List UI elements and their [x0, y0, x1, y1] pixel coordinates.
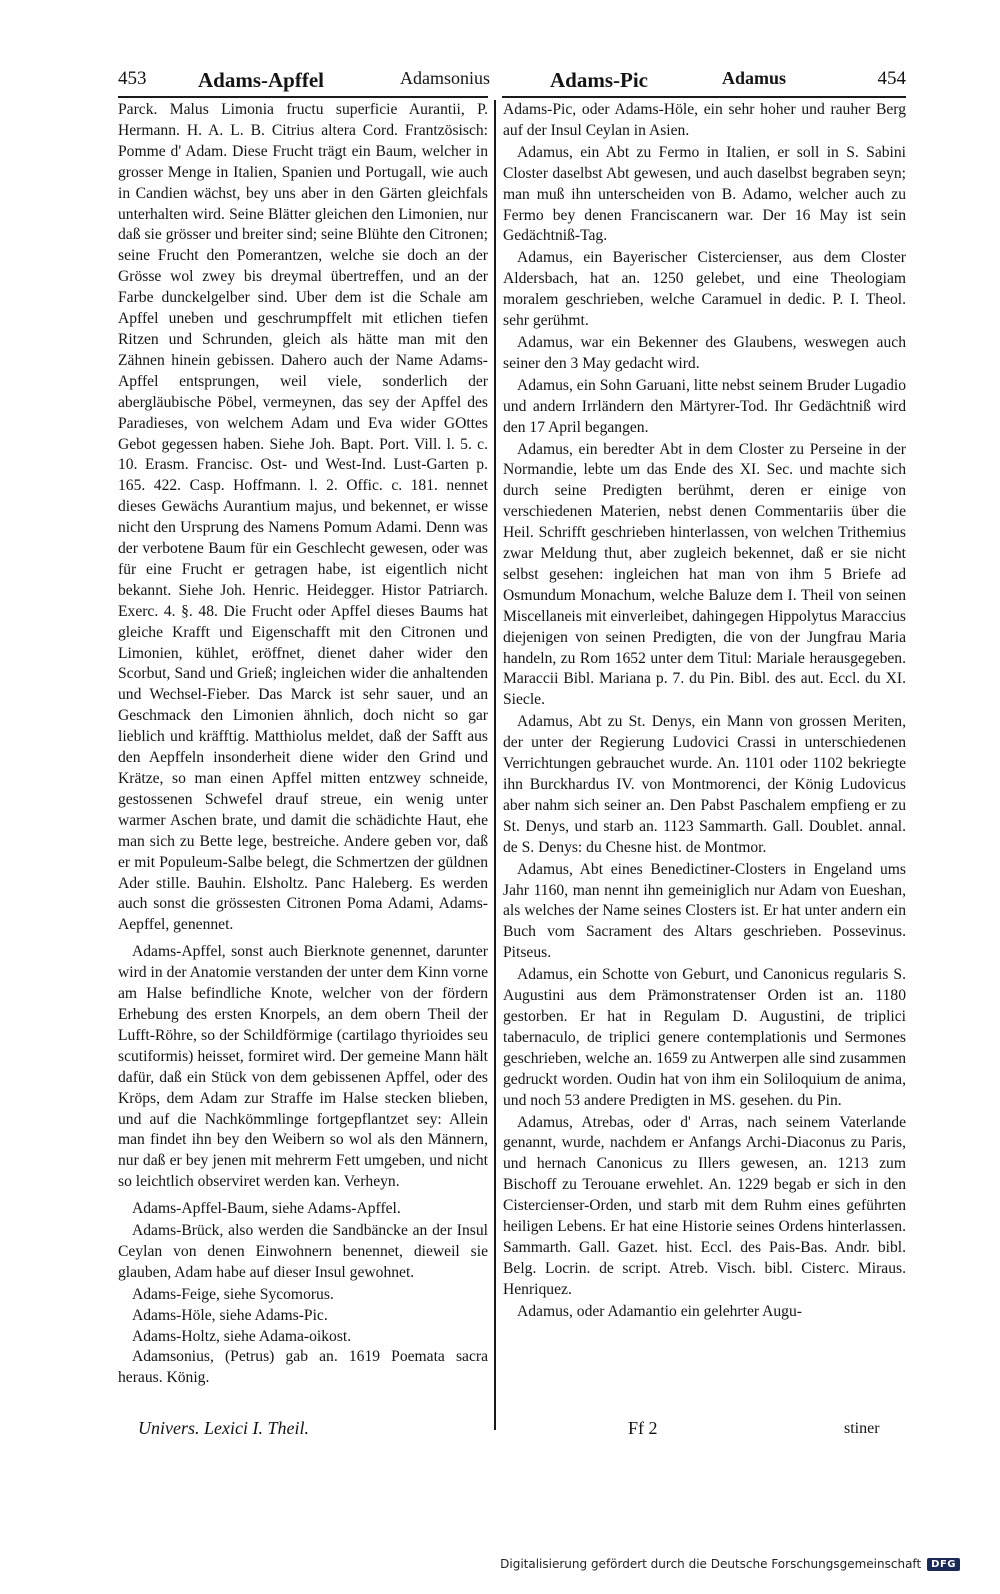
entry-paragraph: Adams-Pic, oder Adams-Höle, ein sehr hoher und rauher Berg auf der Insul Ceylan in Asien. [503, 101, 906, 139]
entry-paragraph: Parck. Malus Limonia fructu superficie Aurantii, P. Hermann. H. A. L. B. Citrius altera Cord. Frantzösisch: Pomme d' Adam. Diese Frucht trägt ein Baum, welcher in grosser Menge in Italien, Spanien und Portugall, wie auch in Candien wächst, bey uns aber in den Gärten gleichfals unterhalten wird. Seine Blätter gleichen den Limonien, nur daß sie grösser und breiter sind; seine Blühte den Citronen; seine Frucht den Pomerantzen, welche sie doch an der Grösse wol zwey bis dreymal übertreffen, und an der Farbe dunckelgelber sind. Uber dem ist die Schale am Apffel uneben und geschrumpffelt mit etlichen tiefen Ritzen und Schrunden, gleich als hätte man mit den Zähnen hinein gebissen. Dahero auch der Name Adams-Apffel entsprungen, weil viele, sonderlich der abergläubische Pöbel, vermeynen, das sey der Apffel des Paradieses, von welchem Adam und Eva wider GOttes Gebot gegessen haben. Siehe Joh. Bapt. Port. Vill. l. 5. c. 10. Erasm. Francisc. Ost- und West-Ind. Lust-Garten p. 165. 422. Casp. Hoffmann. l. 2. Offic. c. 181. nennet dieses Gewächs Aurantium majus, und bekennet, er wisse nicht den Ursprung des Namens Pomum Adami. Denn was der verbotene Baum für ein Geschlecht gewesen, oder was für eine Frucht er getragen habe, ist eigentlich nicht bekannt. Siehe Joh. Henric. Heidegger. Histor Patriarch. Exerc. 4. §. 48. Die Frucht oder Apffel dieses Baums hat gleiche Krafft und Eigenschafft mit den Citronen und Limonien, kühlet, eröffnet, dienet daher wider den Scorbut, Sand und Grieß; ingleichen wider die anhaltenden und Wechsel-Fieber. Das Marck ist sehr sauer, und an Geschmack den Limonien ähnlich, doch nicht so gar lieblich und kräfftig. Matthiolus meldet, daß der Safft aus den Aepffeln insonderheit diene wider den Grind und Krätze, so man einen Apffel mitten entzwey schneide, gestossenen Schwefel drauf streue, ein wenig unter warmer Aschen brate, und damit die schädichte Haut, ehe man sich zu Bette lege, bestreiche. Andere geben vor, daß er mit Populeum-Salbe belegt, die Schmertzen der güldnen Ader stille. Bauhin. Elsholtz. Panc Haleberg. Es werden auch sonst die grössesten Citronen Poma Adami, Adams-Aepffel, genennet. [118, 101, 488, 934]
entry-paragraph: Adamus, Abt eines Benedictiner-Closters in Engeland ums Jahr 1160, man nennt ihn gemeiniglich nur Adam von Eueshan, als welches der Name seines Closters ist. Er hat unter andern ein Buch vom Sacrament des Altars geschrieben. Possevinus. Pitseus. [503, 860, 906, 962]
guide-word-right: Adamus [722, 68, 787, 88]
digitization-credit [500, 1557, 960, 1571]
left-column [118, 100, 488, 1390]
entry-paragraph: Adamus, ein Bayerischer Cistercienser, aus dem Closter Aldersbach, hat an. 1250 gelebet, und eine Theologiam moralem geschrieben, welche Caramuel in dedic. P. I. Theol. sehr gerühmt. [503, 249, 906, 330]
entry-paragraph: Adamus, war ein Bekenner des Glaubens, weswegen auch seiner den 3 May gedacht wird. [503, 333, 906, 372]
entry-paragraph: Adamus, ein Schotte von Geburt, und Canonicus regularis S. Augustini aus dem Prämonstratenser Orden ist an. 1180 gestorben. Er hat in Regulam D. Augustini, de triplici tabernaculo, de triplici genere contemplationis und Sermones geschrieben, welche an. 1659 zu Antwerpen alle sind zusammen gedruckt worden. Oudin hat von ihm ein Soliloquium de anima, und noch 53 andere Predigten in MS. gesehen. du Pin. [503, 966, 906, 1109]
entry-paragraph: Adamsonius, (Petrus) gab an. 1619 Poemata sacra heraus. König. [118, 1348, 488, 1387]
signature-mark-right: Ff 2 [628, 1418, 658, 1438]
entry-paragraph: Adams-Feige, siehe Sycomorus. [132, 1285, 334, 1303]
header-rule-left [118, 96, 488, 98]
entry-paragraph: Adams-Apffel-Baum, siehe Adams-Apffel. [132, 1200, 401, 1218]
running-header [118, 62, 906, 96]
catchword-right: Adams-Pic [550, 68, 648, 92]
page-number-right: 454 [877, 68, 906, 89]
catchword-custos: stiner [844, 1420, 880, 1437]
entry-paragraph: Adamus, ein beredter Abt in dem Closter zu Perseine in der Normandie, lebte um das Ende des XI. Sec. und machte sich durch seine Predigten berühmt, deren er einige von verschiedenen Materien, nebst denen Commentariis über die Heil. Schrifft geschrieben hinterlassen, von welchen Trithemius zwar Meldung thut, aber zugleich bekennet, daß er sie nicht selbst gesehen: ingleichen hat man von ihm 5 Briefe ad Osmundum Monachum, welche Baluze dem I. Theil von seinen Miscellaneis mit einverleibet, dahingegen Hippolytus Maraccius diejenigen von seinen Predigten, die von der Jungfrau Maria handeln, zu Rom 1652 unter dem Titul: Mariale herausgegeben. Maraccii Bibl. Mariana p. 7. du Pin. Bibl. des aut. Eccl. du XI. Siecle. [503, 440, 906, 709]
guide-word-left: Adamsonius [400, 68, 490, 88]
column-divider [494, 100, 496, 1430]
entry-paragraph: Adamus, ein Abt zu Fermo in Italien, er soll in S. Sabini Closter daselbst Abt gewesen, und auch daselbst begraben seyn; man muß ihn unterscheiden von B. Adamo, welcher auch zu Fermo bey denen Franciscanern war. Der 16 May ist sein Gedächtniß-Tag. [503, 143, 906, 245]
entry-paragraph: Adams-Brück, also werden die Sandbäncke an der Insul Ceylan von denen Einwohnern benennet, dieweil sie glauben, Adam habe auf dieser Insul gewohnet. [118, 1222, 488, 1281]
entry-paragraph: Adamus, ein Sohn Garuani, litte nebst seinem Bruder Lugadio und andern Irrländern den Märtyrer-Tod. Ihr Gedächtniß wird den 17 April begangen. [503, 376, 906, 436]
right-column [503, 100, 906, 1324]
entry-paragraph: Adamus, Atrebas, oder d' Arras, nach seinem Vaterlande genannt, wurde, nachdem er Anfangs Archi-Diaconus zu Paris, und hernach Canonicus zu Illers gewesen, an. 1213 zum Bischoff zu Terouane erwehlet. An. 1229 begab er sich in den Cistercienser-Orden, und starb mit dem Ruhm eines geführten heiligen Lebens. Er hat eine Historie seines Ordens hinterlassen. Sammarth. Gall. Gazet. hist. Eccl. des Pais-Bas. Andr. bibl. Belg. Locrin. de script. Atreb. Visch. bibl. Cisterc. Miraus. Henriquez. [503, 1113, 906, 1298]
credit-text: Digitalisierung gefördert durch die Deutsche Forschungsgemeinschaft [500, 1557, 922, 1571]
signature-mark-left: Univers. Lexici I. Theil. [138, 1418, 309, 1438]
header-rule-right [502, 96, 906, 98]
dfg-logo[interactable]: DFG [927, 1558, 960, 1571]
entry-paragraph: Adamus, Abt zu St. Denys, ein Mann von grossen Meriten, der unter der Regierung Ludovici Crassi in unterschiedenen Verrichtungen gebrauchet wurde. An. 1101 oder 1102 bekriegte ihn Burckhardus IV. von Montmorenci, der König Ludovicus aber nahm sich seiner an. Den Pabst Paschalem empfieng er zu St. Denys, und starb an. 1123 Sammarth. Gall. Doublet. annal. de S. Denys: du Chesne hist. de Montmor. [503, 713, 906, 856]
entry-paragraph: Adamus, oder Adamantio ein gelehrter Augu- [517, 1302, 802, 1320]
page-number-left: 453 [118, 68, 147, 89]
catchword-left: Adams-Apffel [198, 68, 324, 92]
entry-paragraph: Adams-Apffel, sonst auch Bierknote genennet, darunter wird in der Anatomie verstanden der unter dem Kinn vorne am Halse befindliche Knote, welcher von der fördern Erhebung des ersten Knorpels, an dem obern Theil der Lufft-Röhre, so der Schildförmige (cartilago thyrioides seu scutiformis) heisset, formiret wird. Der gemeine Mann hält dafür, daß ein Stück von dem gebissenen Apffel, oder des Kröps, dem Adam zur Straffe im Halse stecken blieben, und auf die Nachkömmlinge fortgepflantzet sey: Allein man findet ihn bey den Weibern so wol als den Männern, nur daß er bey jenen mit mehrerm Fett umgeben, und nicht so leichtlich observiret werden kan. Verheyn. [118, 943, 488, 1191]
entry-paragraph: Adams-Höle, siehe Adams-Pic. [132, 1306, 328, 1324]
entry-paragraph: Adams-Holtz, siehe Adama-oikost. [132, 1327, 352, 1345]
